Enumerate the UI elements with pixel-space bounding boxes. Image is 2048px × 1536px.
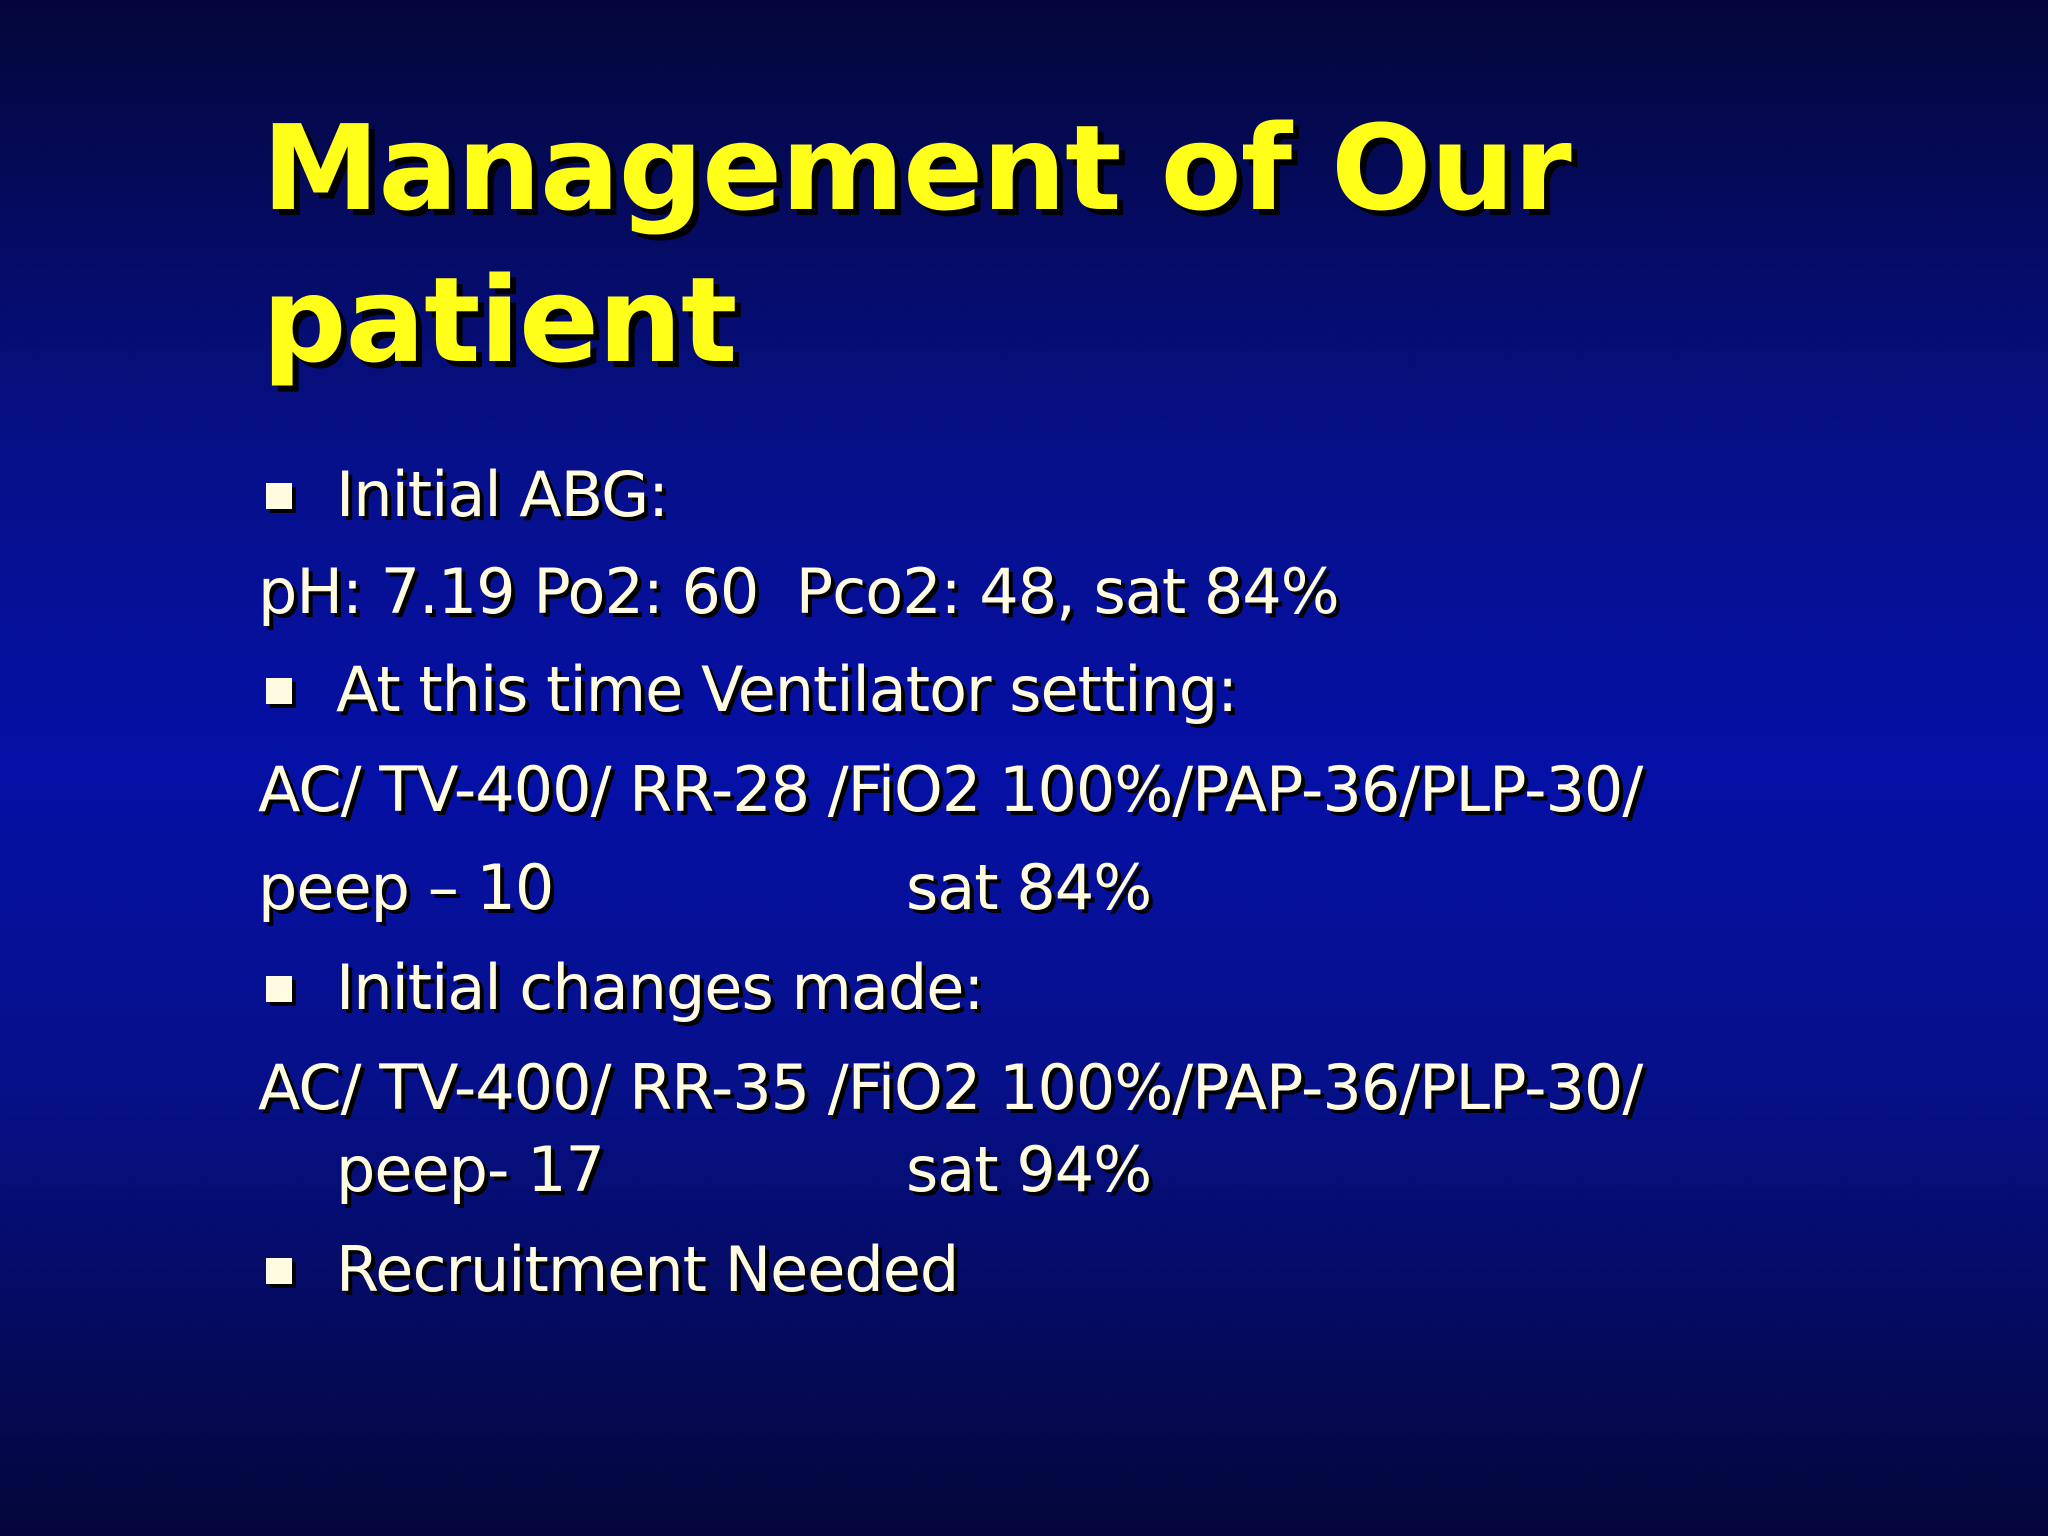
changed-settings-line: AC/ TV-400/ RR-35 /FiO2 100%/PAP-36/PLP-30/ <box>258 1051 1643 1124</box>
slide-title-line1: Management of Our <box>262 99 1571 237</box>
bullet-text: Initial ABG: <box>336 458 669 531</box>
bullet-text: Initial changes made: <box>336 951 984 1024</box>
bullet-text: Recruitment Needed <box>336 1233 959 1306</box>
bullet-item <box>258 1230 959 1310</box>
peep-value: peep – 10 <box>258 851 554 924</box>
ventilator-settings-line: AC/ TV-400/ RR-28 /FiO2 100%/PAP-36/PLP-30/ <box>258 753 1643 826</box>
bullet-item <box>258 948 984 1028</box>
square-bullet-icon <box>266 1258 292 1284</box>
square-bullet-icon <box>266 976 292 1002</box>
sat-value: sat 94% <box>906 1133 1152 1206</box>
square-bullet-icon <box>266 678 292 704</box>
bullet-item <box>258 455 669 535</box>
peep-value: peep- 17 <box>336 1133 604 1206</box>
slide-title-line2: patient <box>262 251 737 389</box>
abg-values-line: pH: 7.19 Po2: 60 Pco2: 48, sat 84% <box>258 555 1339 628</box>
slide-title <box>262 92 1962 396</box>
bullet-text: At this time Ventilator setting: <box>336 653 1238 726</box>
bullet-item <box>258 650 1238 730</box>
peep-sat-line <box>258 848 1758 928</box>
sat-value: sat 84% <box>906 851 1152 924</box>
square-bullet-icon <box>266 483 292 509</box>
peep-sat-line <box>258 1130 1758 1210</box>
